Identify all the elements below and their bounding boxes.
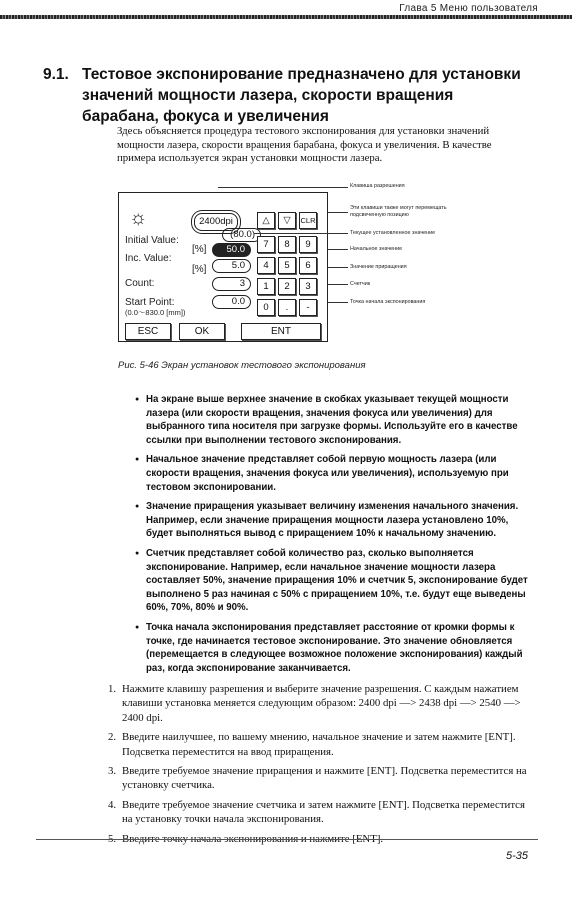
touch-screen <box>118 192 328 342</box>
step-text: Нажмите клавишу разрешения и выберите значение разрешения. С каждым нажатием клавиши установка меняется следующим образом: 2400 dpi —> 2438 dpi —> 2540 —> 2400 dpi. <box>122 683 521 724</box>
callout-arrow-keys: Эти клавиши также могут перемещать подсвеченную позицию <box>350 205 447 218</box>
callout-line-increment <box>328 267 348 268</box>
step-number: 1. <box>108 683 117 695</box>
key-0[interactable]: 0 <box>257 299 275 316</box>
esc-button[interactable]: ESC <box>125 323 171 340</box>
inc-value-field[interactable]: 5.0 <box>212 259 251 273</box>
clear-key[interactable]: CLR <box>299 212 317 229</box>
up-arrow-key[interactable]: △ <box>257 212 275 229</box>
bullet-item: ● Значение приращения указывает величину изменения начального значения. Например, если значение приращения мощности лазера установлено 10%, будет выполняться вывод с приращением 10% к начальному значению. <box>146 500 536 541</box>
initial-value-field[interactable]: 50.0 <box>212 243 251 257</box>
ok-button[interactable]: OK <box>179 323 225 340</box>
key-7[interactable]: 7 <box>257 236 275 253</box>
step-item <box>108 798 532 827</box>
key-9[interactable]: 9 <box>299 236 317 253</box>
step-item <box>108 682 532 725</box>
callout-line-arrows <box>328 212 348 213</box>
start-point-label: Start Point: <box>125 297 175 308</box>
figure-test-exposure-screen <box>118 180 568 350</box>
section-title: Тестовое экспонирование предназначено для установки значений мощности лазера, скорости вращения барабана, фокуса и увеличения <box>82 66 521 125</box>
step-item <box>108 764 532 793</box>
unit-percent-1: [%] <box>192 244 207 255</box>
section-number: 9.1. <box>43 66 69 83</box>
bullet-item: ● Счетчик представляет собой количество раз, сколько выполняется экспонирование. Например, если начальное значение мощности лазера составляет 50%, значение приращения 10% и счетчик 5, экспонирование будет выполнено 5 раз начиная с 50% с приращением 10%, т.е. будут еще выведены 60%, 70%, 80% и 90%. <box>146 547 536 615</box>
step-number: 4. <box>108 798 117 811</box>
footer-rule <box>36 839 538 840</box>
ent-button[interactable]: ENT <box>241 323 321 340</box>
figure-caption: Рис. 5-46 Экран установок тестового экспонирования <box>118 360 366 371</box>
resolution-button[interactable]: 2400dpi <box>194 213 238 231</box>
callout-start-point: Точка начала экспонирования <box>350 299 426 305</box>
key-5[interactable]: 5 <box>278 257 296 274</box>
callout-line-current <box>254 233 348 234</box>
section-heading <box>43 64 528 127</box>
step-text: Введите точку начала экспонирования и нажмите [ENT]. <box>122 832 384 845</box>
callout-resolution-key: Клавиша разрешения <box>350 183 405 189</box>
key-2[interactable]: 2 <box>278 278 296 295</box>
callout-increment: Значение приращения <box>350 264 407 270</box>
step-number: 2. <box>108 731 117 744</box>
initial-value-label: Initial Value: <box>125 235 179 246</box>
callout-counter: Счетчик <box>350 281 371 287</box>
inc-value-label: Inc. Value: <box>125 253 172 264</box>
callout-initial-value: Начальное значение <box>350 246 403 252</box>
bullet-item: ● На экране выше верхнее значение в скобках указывает текущей мощности лазера (или скорости вращения, значения фокуса или увеличения) для выбранного типа носителя при загрузке формы. Используйте его в качестве ссылки при выполнении тестового экспонирования. <box>146 393 536 447</box>
key-3[interactable]: 3 <box>299 278 317 295</box>
key-4[interactable]: 4 <box>257 257 275 274</box>
key-1[interactable]: 1 <box>257 278 275 295</box>
callout-line-start <box>328 302 348 303</box>
step-item <box>108 730 532 759</box>
callout-line-resolution <box>218 187 348 188</box>
key-minus[interactable]: - <box>299 299 317 316</box>
callout-current-value: Текущее установленное значение <box>350 230 436 236</box>
callout-line-counter <box>328 284 348 285</box>
step-text: Введите наилучшее, по вашему мнению, начальное значение и затем нажмите [ENT]. Подсветка переместится на ввод приращения. <box>122 731 516 758</box>
start-point-field[interactable]: 0.0 <box>212 295 251 309</box>
bullet-list <box>146 393 536 681</box>
steps-list <box>108 682 532 851</box>
step-number: 5. <box>108 832 117 845</box>
bullet-item: ● Начальное значение представляет собой первую мощность лазера (или скорости вращения, значения фокуса или увеличения), используемую при тестовом экспонировании. <box>146 453 536 494</box>
key-8[interactable]: 8 <box>278 236 296 253</box>
key-6[interactable]: 6 <box>299 257 317 274</box>
step-number: 3. <box>108 765 117 778</box>
step-text: Введите требуемое значение приращения и нажмите [ENT]. Подсветка переместится на установку счетчика. <box>122 765 527 792</box>
down-arrow-key[interactable]: ▽ <box>278 212 296 229</box>
count-field[interactable]: 3 <box>212 277 251 291</box>
bullet-item: ● Точка начала экспонирования представляет расстояние от кромки формы к точке, где начинается тестовое экспонирование. Это значение обновляется (перемещается в следующее возможное положение экспонирования) каждый раз, когда экспонирование заканчивается. <box>146 621 536 675</box>
sun-icon: ☼ <box>129 207 148 229</box>
intro-paragraph: Здесь объясняется процедура тестового экспонирования для установки значений мощности лазера, скорости вращения барабана, фокуса и увеличения. В качестве примера используется экран установки мощности лазера. <box>117 125 492 164</box>
count-label: Count: <box>125 278 155 289</box>
start-point-range: (0.0～830.0 [mm]) <box>125 308 186 317</box>
page-number: 5-35 <box>506 850 529 862</box>
initial-ref-value: (80.0) <box>222 228 261 242</box>
key-dot[interactable]: . <box>278 299 296 316</box>
unit-percent-2: [%] <box>192 264 207 275</box>
chapter-title: Глава 5 Меню пользователя <box>393 3 544 14</box>
header-band <box>0 15 572 19</box>
callout-line-initial <box>328 249 348 250</box>
page-header <box>0 0 572 22</box>
step-text: Введите требуемое значение счетчика и затем нажмите [ENT]. Подсветка переместится на установку точки начала экспонирования. <box>122 798 525 826</box>
